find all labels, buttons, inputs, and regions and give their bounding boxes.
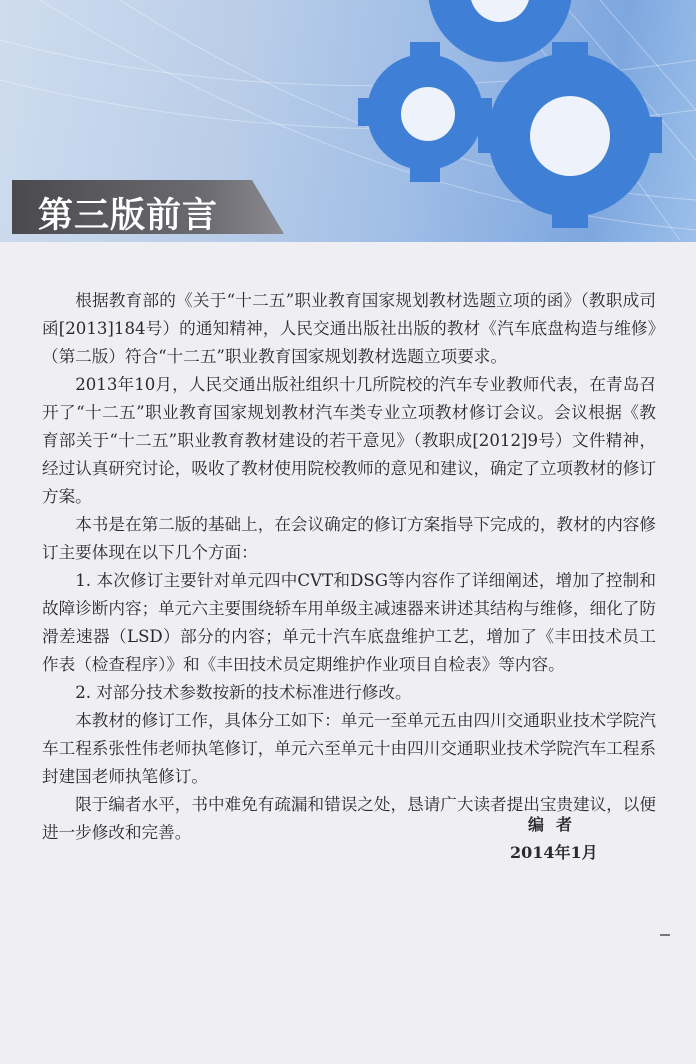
signature-date: 2014年1月 [510, 843, 598, 862]
paragraph: 本书是在第二版的基础上，在会议确定的修订方案指导下完成的，教材的内容修订主要体现在以下几个方面： [42, 515, 656, 562]
paragraph: 1. 本次修订主要针对单元四中CVT和DSG等内容作了详细阐述，增加了控制和故障诊断内容；单元六主要围绕轿车用单级主减速器来讲述其结构与维修，细化了防滑差速器（LSD）部分的内容；单元十汽车底盘维护工艺，增加了《丰田技术员工作表（检查程序）》和《丰田技术员定期维护作业项目自检表》等内容。 [42, 571, 656, 674]
scan-mark [660, 934, 670, 936]
paragraph: 本教材的修订工作，具体分工如下：单元一至单元五由四川交通职业技术学院汽车工程系张性伟老师执笔修订，单元六至单元十由四川交通职业技术学院汽车工程系封建国老师执笔修订。 [42, 711, 656, 786]
page-title: 第三版前言 [38, 196, 219, 236]
paragraph: 2013年10月，人民交通出版社组织十几所院校的汽车专业教师代表，在青岛召开了“十二五”职业教育国家规划教材汽车类专业立项教材修订会议。会议根据《教育部关于“十二五”职业教育教材建设的若干意见》（教职成[2012]9号）文件精神，经过认真研究讨论，吸收了教材使用院校教师的意见和建议，确定了立项教材的修订方案。 [42, 375, 656, 506]
paragraph: 根据教育部的《关于“十二五”职业教育国家规划教材选题立项的函》（教职成司函[2013]184号）的通知精神，人民交通出版社出版的教材《汽车底盘构造与维修》（第二版）符合“十二五”职业教育国家规划教材选题立项要求。 [42, 291, 656, 366]
preface-body [42, 287, 656, 847]
signature-author: 编者 [528, 815, 585, 834]
paragraph: 2. 对部分技术参数按新的技术标准进行修改。 [75, 683, 412, 702]
header-banner [0, 0, 696, 242]
paragraph: 限于编者水平，书中难免有疏漏和错误之处，恳请广大读者提出宝贵建议，以便进一步修改和完善。 [42, 795, 656, 842]
